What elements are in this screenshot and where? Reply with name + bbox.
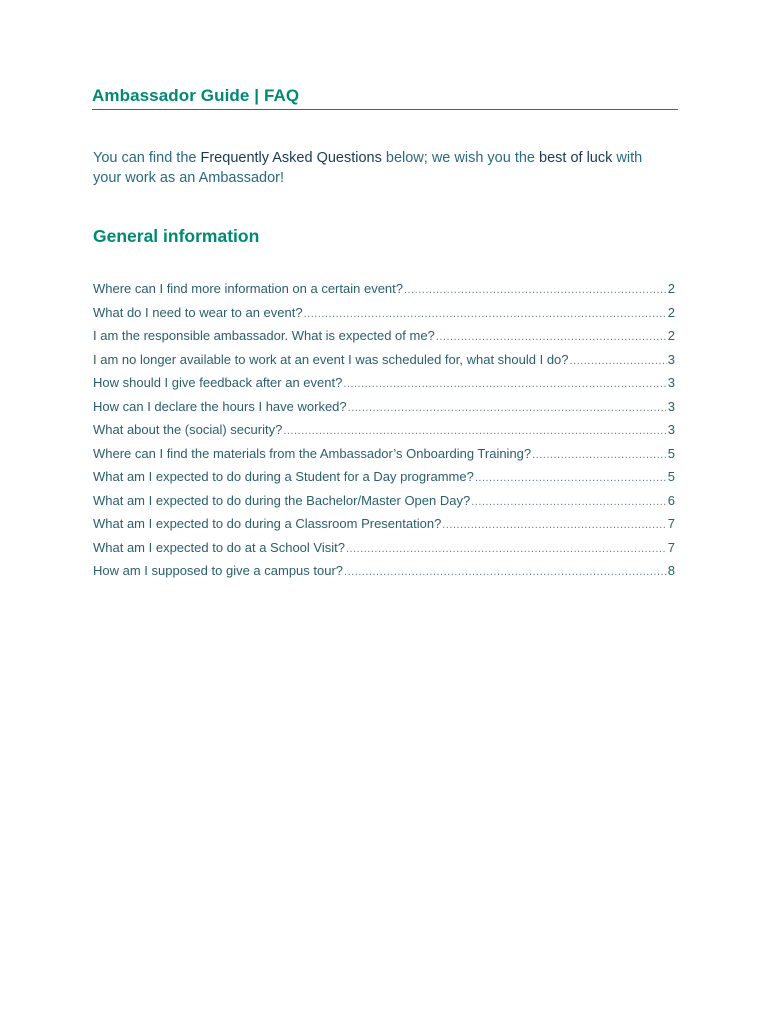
toc-dot-leader	[436, 331, 667, 343]
toc-question: I am the responsible ambassador. What is expected of me?	[93, 328, 435, 343]
toc-entry[interactable]	[93, 422, 675, 446]
table-of-contents	[93, 281, 675, 587]
toc-question: What about the (social) security?	[93, 422, 283, 437]
toc-question: What am I expected to do during a Classroom Presentation?	[93, 516, 442, 531]
toc-page-number: 5	[667, 445, 675, 461]
toc-dot-leader	[283, 425, 666, 437]
toc-page-number: 3	[667, 351, 675, 367]
toc-dot-leader	[346, 543, 667, 555]
toc-page-number: 2	[667, 304, 675, 320]
toc-dot-leader	[404, 284, 667, 296]
toc-entry[interactable]	[93, 375, 675, 399]
toc-entry[interactable]	[93, 516, 675, 540]
toc-dot-leader	[348, 402, 667, 414]
toc-entry[interactable]	[93, 563, 675, 587]
toc-page-number: 3	[667, 375, 675, 390]
document-title: Ambassador Guide | FAQ	[92, 86, 300, 105]
toc-page-number: 2	[667, 328, 675, 343]
intro-text-1: You can find the	[93, 150, 201, 166]
toc-dot-leader	[442, 519, 666, 531]
toc-entry[interactable]	[93, 493, 675, 517]
intro-paragraph	[93, 149, 653, 188]
toc-question: How am I supposed to give a campus tour?	[93, 563, 344, 578]
toc-entry[interactable]	[93, 540, 675, 564]
toc-entry[interactable]	[93, 328, 675, 352]
toc-page-number: 8	[667, 563, 675, 578]
toc-dot-leader	[304, 308, 667, 320]
toc-question: Where can I find the materials from the Ambassador’s Onboarding Training?	[93, 445, 532, 461]
page-header	[92, 86, 678, 110]
toc-entry[interactable]	[93, 469, 675, 493]
toc-question: How can I declare the hours I have worked?	[93, 398, 347, 414]
toc-dot-leader	[532, 449, 667, 461]
intro-text-3: with your work as an Ambassador!	[93, 150, 643, 186]
toc-entry[interactable]	[93, 352, 675, 376]
toc-question: What am I expected to do during the Bachelor/Master Open Day?	[93, 492, 471, 508]
toc-page-number: 7	[667, 516, 675, 531]
intro-emphasis-faq: Frequently Asked Questions	[200, 150, 382, 166]
toc-dot-leader	[475, 472, 667, 484]
toc-page-number: 3	[667, 398, 675, 414]
toc-entry[interactable]	[93, 305, 675, 329]
intro-text-2: below; we wish you the	[381, 150, 540, 166]
toc-page-number: 2	[667, 281, 675, 296]
section-heading: General information	[93, 226, 260, 246]
toc-dot-leader	[570, 355, 667, 367]
toc-page-number: 7	[667, 539, 675, 555]
toc-page-number: 6	[667, 492, 675, 508]
toc-question: How should I give feedback after an event?	[93, 375, 343, 390]
toc-question: What am I expected to do during a Student for a Day programme?	[93, 469, 474, 484]
toc-entry[interactable]	[93, 399, 675, 423]
toc-question: What am I expected to do at a School Visit?	[93, 539, 345, 555]
toc-page-number: 3	[667, 422, 675, 437]
toc-question: Where can I find more information on a certain event?	[93, 281, 403, 296]
toc-dot-leader	[343, 378, 666, 390]
toc-page-number: 5	[667, 469, 675, 484]
toc-dot-leader	[344, 566, 667, 578]
toc-dot-leader	[471, 496, 667, 508]
toc-entry[interactable]	[93, 446, 675, 470]
toc-question: I am no longer available to work at an event I was scheduled for, what should I do?	[93, 351, 569, 367]
toc-question: What do I need to wear to an event?	[93, 304, 303, 320]
toc-entry[interactable]	[93, 281, 675, 305]
intro-emphasis-luck: best of luck	[539, 150, 613, 166]
